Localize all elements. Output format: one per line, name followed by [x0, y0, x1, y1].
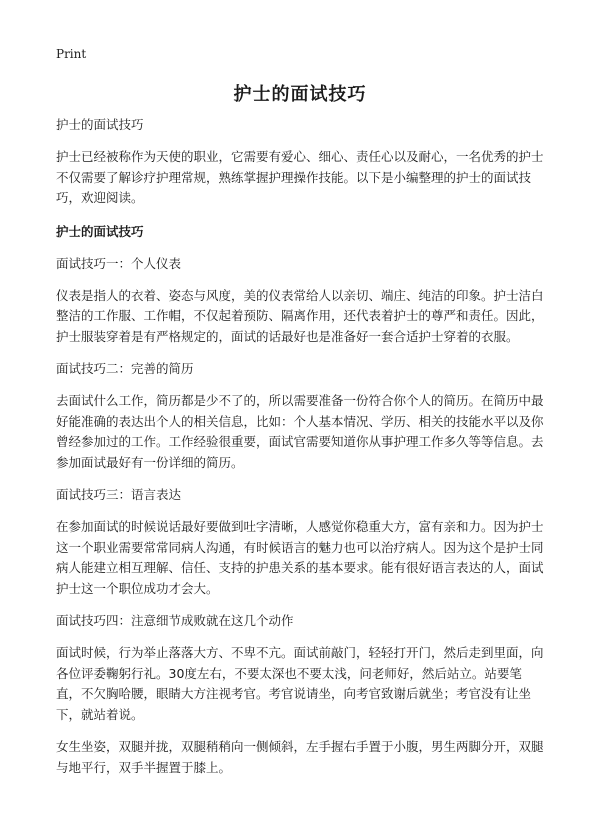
tip-1-paragraph: 仪表是指人的衣着、姿态与风度，美的仪表常给人以亲切、端庄、纯洁的印象。护士洁白整洁的工作服、工作帽，不仅起着预防、隔离作用，还代表着护士的尊严和责任。因此，护士服装穿着是有严格规定的，面试的话最好也是准备好一套合适护士穿着的衣服。	[56, 287, 544, 344]
tip-1-heading: 面试技巧一：个人仪表	[56, 255, 182, 271]
intro-subtitle: 护士的面试技巧	[56, 117, 144, 132]
intro-paragraph: 护士已经被称作为天使的职业，它需要有爱心、细心、责任心以及耐心，一名优秀的护士不仅需要了解诊疗护理常规，熟练掌握护理操作技能。以下是小编整理的护士的面试技巧，欢迎阅读。	[56, 149, 544, 205]
tip-3-heading: 面试技巧三：语言表达	[56, 487, 182, 502]
article-body	[56, 115, 546, 778]
page-title: 护士的面试技巧	[233, 84, 367, 105]
tip-4-heading: 面试技巧四：注意细节成败就在这几个动作	[56, 613, 294, 628]
tip-2-paragraph: 去面试什么工作，简历都是少不了的，所以需要准备一份符合你个人的简历。在简历中最好能准确的表达出个人的相关信息，比如：个人基本情况、学历、相关的技能水平以及你曾经参加过的工作。工作经验很重要，面试官需要知道你从事护理工作多久等等信息。去参加面试最好有一份详细的简历。	[56, 393, 544, 470]
tip-2-heading: 面试技巧二：完善的简历	[56, 361, 194, 376]
print-link[interactable]: Print	[56, 47, 87, 61]
section-heading: 护士的面试技巧	[56, 223, 144, 239]
posture-paragraph: 女生坐姿，双腿并拢，双腿稍稍向一侧倾斜，左手握右手置于小腹，男生两脚分开，双腿与地平行，双手半握置于膝上。	[56, 739, 544, 775]
tip-4-paragraph: 面试时候，行为举止落落大方、不卑不亢。面试前敲门，轻轻打开门，然后走到里面，向各位评委鞠躬行礼。30度左右，不要太深也不要太浅，问老师好，然后站立。站要笔直，不欠胸哈腰，眼睛大方注视考官。考官说请坐，向考官致谢后就坐；考官没有让坐下，就站着说。	[56, 645, 544, 722]
tip-3-paragraph: 在参加面试的时候说话最好要做到吐字清晰，人感觉你稳重大方，富有亲和力。因为护士这一个职业需要常常同病人沟通，有时候语言的魅力也可以治疗病人。因为这个是护士同病人能建立相互理解、信任、支持的护患关系的基本要求。能有很好语言表达的人，面试护士这一个职位成功才会大。	[56, 519, 544, 596]
